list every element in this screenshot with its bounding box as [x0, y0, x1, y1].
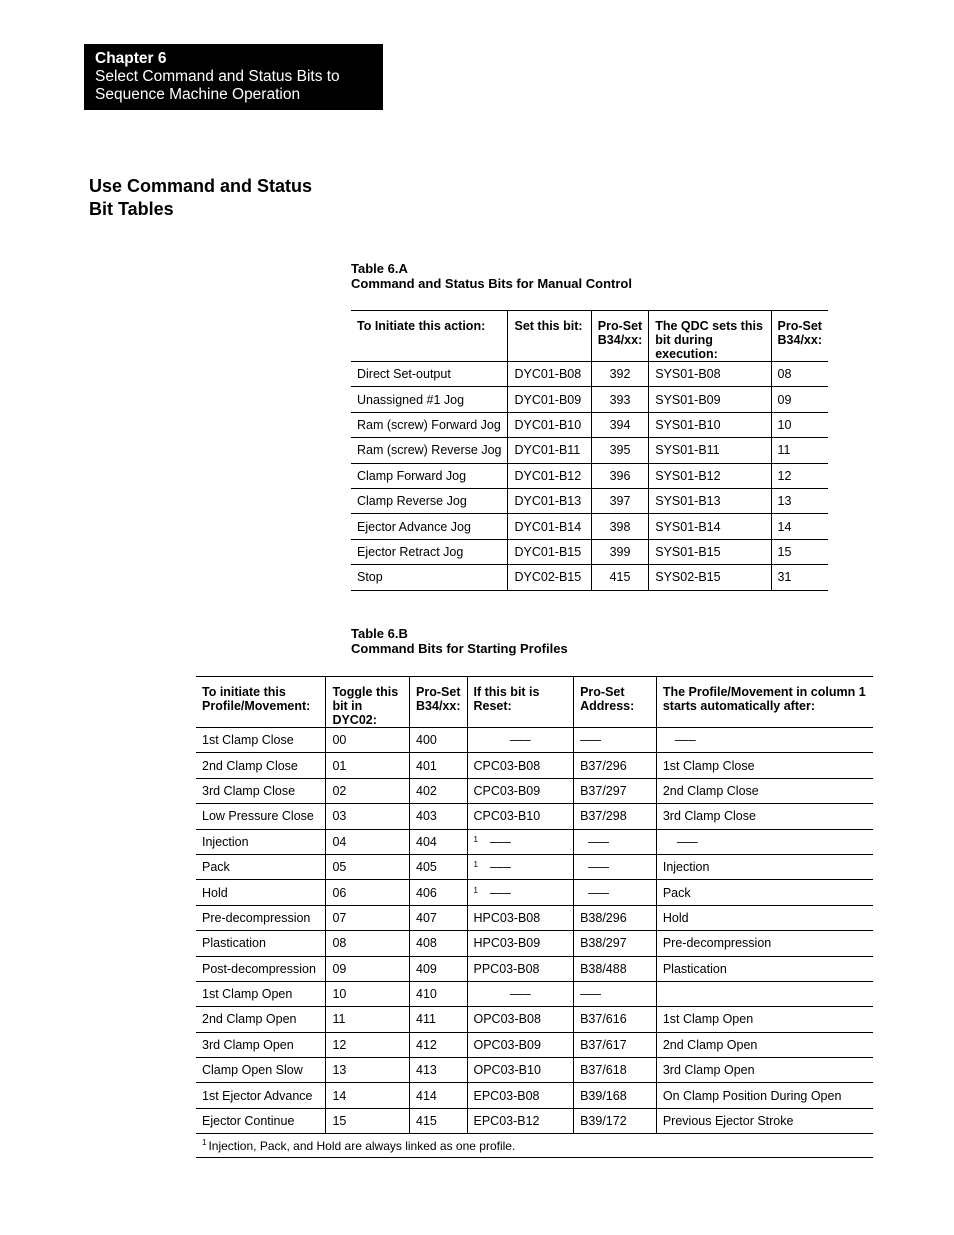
table-a-caption: [351, 261, 632, 291]
table-cell: 10: [326, 981, 410, 1006]
table-cell: 411: [410, 1007, 467, 1032]
table-row: [351, 412, 828, 437]
table-cell: DYC01-B10: [508, 412, 591, 437]
table-cell: 00: [326, 728, 410, 753]
table-cell: Low Pressure Close: [196, 804, 326, 829]
table-cell: 11: [771, 438, 828, 463]
table-cell-value: –––: [489, 885, 511, 900]
table-row: [351, 565, 828, 590]
table-cell: 408: [410, 931, 467, 956]
table-cell: B39/172: [574, 1108, 657, 1133]
table-cell: B37/298: [574, 804, 657, 829]
table-manual-control: [351, 310, 828, 591]
table-cell: DYC02-B15: [508, 565, 591, 590]
table-cell: B37/618: [574, 1058, 657, 1083]
chapter-number: Chapter 6: [95, 50, 167, 67]
table-cell: B37/297: [574, 778, 657, 803]
table-cell: Pre-decompression: [656, 931, 873, 956]
table-cell: 397: [591, 488, 648, 513]
table-cell: OPC03-B08: [467, 1007, 574, 1032]
table-footnote: [196, 1134, 873, 1158]
footnote-text: Injection, Pack, and Hold are always linked as one profile.: [208, 1139, 516, 1154]
table-cell: Clamp Open Slow: [196, 1058, 326, 1083]
table-cell: HPC03-B08: [467, 905, 574, 930]
table-cell: SYS01-B09: [649, 387, 771, 412]
table-cell: 393: [591, 387, 648, 412]
column-header: Pro-Set B34/xx:: [410, 677, 467, 728]
table-cell: 399: [591, 539, 648, 564]
column-header: To Initiate this action:: [351, 311, 508, 362]
footnote-ref: 1: [473, 834, 478, 844]
table-cell: 08: [326, 931, 410, 956]
table-cell: 401: [410, 753, 467, 778]
table-cell: DYC01-B15: [508, 539, 591, 564]
table-cell: –––: [574, 829, 657, 854]
table-row: [351, 438, 828, 463]
table-cell: B38/296: [574, 905, 657, 930]
table-row: [351, 514, 828, 539]
table-cell: 14: [326, 1083, 410, 1108]
table-cell: 404: [410, 829, 467, 854]
table-b-caption: [351, 626, 568, 656]
table-cell: 05: [326, 854, 410, 879]
table-cell: Ejector Continue: [196, 1108, 326, 1133]
table-row: [196, 778, 873, 803]
chapter-header: [84, 44, 383, 110]
table-cell: OPC03-B10: [467, 1058, 574, 1083]
table-row: [196, 1108, 873, 1133]
table-cell: 396: [591, 463, 648, 488]
table-row: [196, 1058, 873, 1083]
table-cell: Injection: [656, 854, 873, 879]
table-cell: Unassigned #1 Jog: [351, 387, 508, 412]
table-cell: Pack: [656, 880, 873, 905]
table-cell: Ejector Advance Jog: [351, 514, 508, 539]
table-row: [196, 854, 873, 879]
table-cell: 398: [591, 514, 648, 539]
table-row: [196, 931, 873, 956]
table-row: [196, 1083, 873, 1108]
table-cell: B37/617: [574, 1032, 657, 1057]
table-row: [196, 981, 873, 1006]
table-cell: 1st Clamp Close: [656, 753, 873, 778]
table-cell: 12: [326, 1032, 410, 1057]
table-cell: DYC01-B09: [508, 387, 591, 412]
table-row: [196, 1032, 873, 1057]
table-cell: SYS01-B13: [649, 488, 771, 513]
table-cell: 13: [326, 1058, 410, 1083]
table-cell: Ejector Retract Jog: [351, 539, 508, 564]
table-cell: SYS01-B11: [649, 438, 771, 463]
table-cell: 406: [410, 880, 467, 905]
table-row: [196, 728, 873, 753]
column-header: Toggle this bit in DYC02:: [326, 677, 410, 728]
table-cell: 392: [591, 362, 648, 387]
table-cell: 06: [326, 880, 410, 905]
column-header: If this bit is Reset:: [467, 677, 574, 728]
table-cell: 08: [771, 362, 828, 387]
table-cell: 394: [591, 412, 648, 437]
column-header: Pro-Set B34/xx:: [591, 311, 648, 362]
table-a-title: Command and Status Bits for Manual Control: [351, 276, 632, 291]
table-b-label: Table 6.B: [351, 626, 408, 641]
table-row: [351, 488, 828, 513]
table-cell: B39/168: [574, 1083, 657, 1108]
table-cell: 2nd Clamp Open: [196, 1007, 326, 1032]
table-cell: Hold: [196, 880, 326, 905]
table-cell: 395: [591, 438, 648, 463]
table-cell: 31: [771, 565, 828, 590]
table-row: [351, 463, 828, 488]
table-row: [196, 829, 873, 854]
table-cell: 407: [410, 905, 467, 930]
column-header: Pro-Set B34/xx:: [771, 311, 828, 362]
table-cell: EPC03-B08: [467, 1083, 574, 1108]
table-cell: EPC03-B12: [467, 1108, 574, 1133]
table-cell: 1st Ejector Advance: [196, 1083, 326, 1108]
table-cell: 3rd Clamp Open: [656, 1058, 873, 1083]
table-cell: Ram (screw) Reverse Jog: [351, 438, 508, 463]
table-cell: –––: [656, 829, 873, 854]
table-cell: 15: [326, 1108, 410, 1133]
table-cell: SYS01-B08: [649, 362, 771, 387]
table-cell: Hold: [656, 905, 873, 930]
table-cell: 409: [410, 956, 467, 981]
table-cell: 1st Clamp Close: [202, 733, 294, 748]
table-cell: 12: [771, 463, 828, 488]
table-cell: 414: [410, 1083, 467, 1108]
table-cell: CPC03-B09: [467, 778, 574, 803]
table-cell: B37/616: [574, 1007, 657, 1032]
table-cell: 13: [771, 488, 828, 513]
table-cell: 15: [771, 539, 828, 564]
footnote-ref: 1: [473, 885, 478, 895]
table-cell: –––: [574, 854, 657, 879]
table-cell: DYC01-B11: [508, 438, 591, 463]
section-heading: Use Command and Status Bit Tables: [89, 176, 313, 219]
table-cell: 02: [326, 778, 410, 803]
table-cell: –––: [467, 981, 574, 1006]
table-cell: [467, 854, 574, 879]
table-row: [351, 387, 828, 412]
table-cell: Clamp Forward Jog: [351, 463, 508, 488]
table-cell: SYS02-B15: [649, 565, 771, 590]
table-cell: 3rd Clamp Close: [196, 778, 326, 803]
table-header-row: [196, 677, 873, 728]
table-cell: 410: [410, 981, 467, 1006]
column-header: Set this bit:: [508, 311, 591, 362]
table-cell: 09: [326, 956, 410, 981]
table-row: [196, 905, 873, 930]
table-row: [196, 804, 873, 829]
column-header: The QDC sets this bit during execution:: [649, 311, 771, 362]
table-cell: B37/296: [574, 753, 657, 778]
table-cell: CPC03-B08: [467, 753, 574, 778]
table-cell: Plastication: [656, 956, 873, 981]
table-cell: [467, 880, 574, 905]
table-cell: SYS01-B14: [649, 514, 771, 539]
table-cell: 3rd Clamp Open: [196, 1032, 326, 1057]
table-cell: 1st Clamp Open: [196, 981, 326, 1006]
table-cell: DYC01-B14: [508, 514, 591, 539]
table-row: [196, 880, 873, 905]
table-cell: PPC03-B08: [467, 956, 574, 981]
table-cell: 04: [326, 829, 410, 854]
table-cell: 415: [591, 565, 648, 590]
table-row: [351, 362, 828, 387]
table-cell: 402: [410, 778, 467, 803]
table-cell: Pack: [196, 854, 326, 879]
table-cell: Injection: [196, 829, 326, 854]
table-cell: 09: [771, 387, 828, 412]
table-cell: –––: [467, 728, 574, 753]
table-b-title: Command Bits for Starting Profiles: [351, 641, 568, 656]
column-header: The Profile/Movement in column 1 starts automatically after:: [656, 677, 873, 728]
table-cell: 07: [326, 905, 410, 930]
table-cell: 11: [326, 1007, 410, 1032]
table-cell: DYC01-B12: [508, 463, 591, 488]
table-cell: DYC01-B13: [508, 488, 591, 513]
table-cell: 14: [771, 514, 828, 539]
table-cell: 1st Clamp Open: [656, 1007, 873, 1032]
table-cell: 415: [410, 1108, 467, 1133]
table-footnote-row: [196, 1134, 873, 1158]
table-cell: [467, 829, 574, 854]
footnote-marker: 1: [202, 1138, 207, 1148]
table-cell: 2nd Clamp Open: [656, 1032, 873, 1057]
table-cell: B38/488: [574, 956, 657, 981]
table-cell: 405: [410, 854, 467, 879]
table-row: [196, 1007, 873, 1032]
table-cell: OPC03-B09: [467, 1032, 574, 1057]
table-cell: DYC01-B08: [508, 362, 591, 387]
table-cell: Previous Ejector Stroke: [656, 1108, 873, 1133]
table-cell: Post-decompression: [196, 956, 326, 981]
table-cell: 413: [410, 1058, 467, 1083]
table-cell: 400: [410, 728, 467, 753]
table-cell: Pre-decompression: [196, 905, 326, 930]
chapter-title: Select Command and Status Bits to Sequence Machine Operation: [95, 68, 340, 103]
table-a-label: Table 6.A: [351, 261, 408, 276]
table-cell: 10: [771, 412, 828, 437]
footnote-ref: 1: [473, 860, 478, 870]
table-cell: Stop: [351, 565, 508, 590]
table-cell: SYS01-B15: [649, 539, 771, 564]
table-cell: Plastication: [196, 931, 326, 956]
table-cell: 03: [326, 804, 410, 829]
table-cell: –––: [574, 880, 657, 905]
table-cell: On Clamp Position During Open: [656, 1083, 873, 1108]
table-cell: –––: [574, 728, 657, 753]
table-cell: CPC03-B10: [467, 804, 574, 829]
table-row: [196, 753, 873, 778]
table-cell: Clamp Reverse Jog: [351, 488, 508, 513]
table-header-row: [351, 311, 828, 362]
table-cell: 3rd Clamp Close: [656, 804, 873, 829]
table-starting-profiles: [196, 676, 873, 1158]
column-header: To initiate this Profile/Movement:: [196, 677, 326, 728]
table-cell: Direct Set-output: [357, 367, 451, 382]
table-cell: 403: [410, 804, 467, 829]
table-cell: [656, 981, 873, 1006]
table-cell: 2nd Clamp Close: [656, 778, 873, 803]
table-cell: 412: [410, 1032, 467, 1057]
table-row: [351, 539, 828, 564]
table-cell: Ram (screw) Forward Jog: [351, 412, 508, 437]
table-row: [196, 956, 873, 981]
table-cell: SYS01-B12: [649, 463, 771, 488]
table-cell: –––: [656, 728, 873, 753]
table-cell: –––: [574, 981, 657, 1006]
table-cell: B38/297: [574, 931, 657, 956]
table-cell-value: –––: [489, 834, 511, 849]
table-cell: 01: [326, 753, 410, 778]
table-cell: 2nd Clamp Close: [196, 753, 326, 778]
table-cell: SYS01-B10: [649, 412, 771, 437]
table-cell: HPC03-B09: [467, 931, 574, 956]
column-header: Pro-Set Address:: [574, 677, 657, 728]
table-cell-value: –––: [489, 860, 511, 875]
